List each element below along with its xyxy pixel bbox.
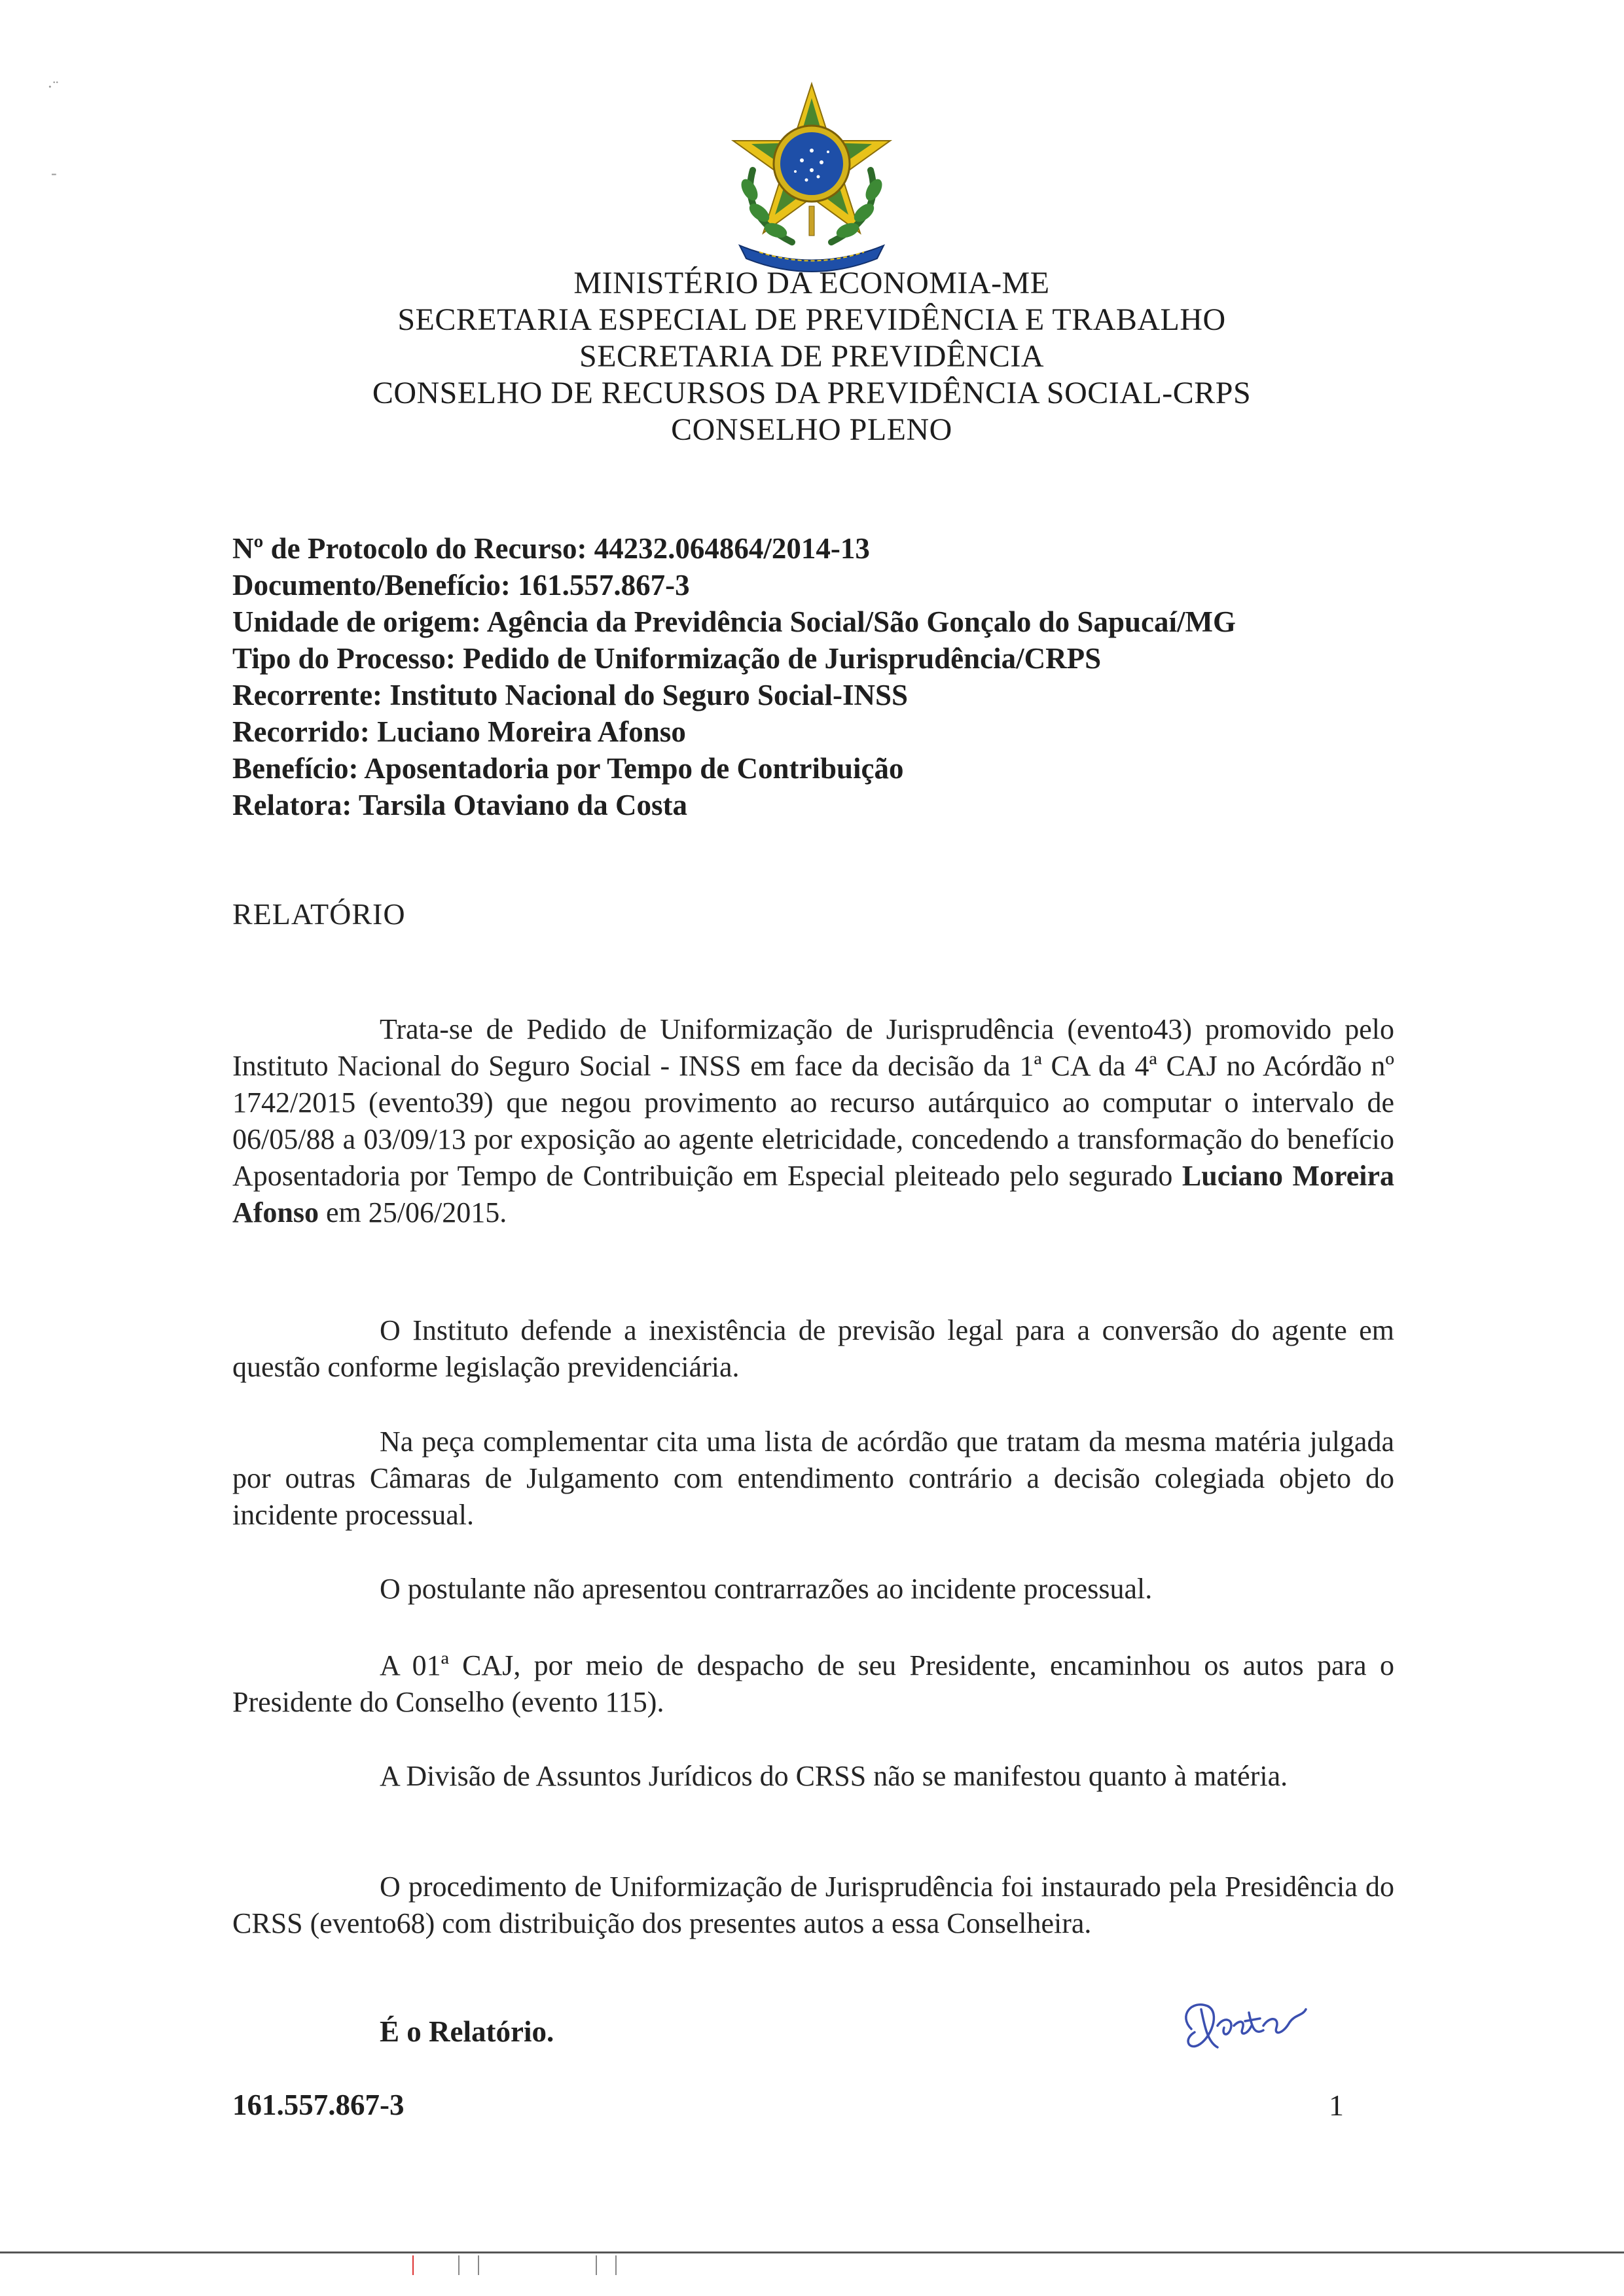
scan-mark xyxy=(412,2255,414,2275)
ministry-name: MINISTÉRIO DA ECONOMIA-ME xyxy=(573,266,1050,300)
protocol-number: Nº de Protocolo do Recurso: 44232.064864/2014-13 xyxy=(232,532,870,565)
paragraph-4: O postulante não apresentou contrarrazões ao incidente processual. xyxy=(380,1573,1153,1605)
appellant: Recorrente: Instituto Nacional do Seguro Social-INSS xyxy=(232,679,909,711)
section-title: RELATÓRIO xyxy=(232,897,406,931)
coat-of-arms-icon xyxy=(713,79,910,275)
benefit-type: Benefício: Aposentadoria por Tempo de Contribuição xyxy=(232,752,904,785)
page-number: 1 xyxy=(1329,2089,1344,2122)
bottom-rule xyxy=(0,2251,1624,2253)
case-metadata xyxy=(232,530,1443,823)
letterhead xyxy=(196,265,1427,448)
scan-speck: ·¨ xyxy=(47,77,59,96)
paragraph-1 xyxy=(232,1011,1394,1231)
scan-mark xyxy=(596,2255,597,2275)
insured-name: Luciano Moreira Afonso xyxy=(232,1160,1394,1229)
rapporteur: Relatora: Tarsila Otaviano da Costa xyxy=(232,789,688,821)
scan-speck: - xyxy=(51,164,57,183)
process-type: Tipo do Processo: Pedido de Uniformização de Jurisprudência/CRPS xyxy=(232,642,1102,675)
signature-icon xyxy=(1172,1990,1316,2062)
paragraph-2: O Instituto defende a inexistência de previsão legal para a conversão do agente em questão conforme legislação previdenciária. xyxy=(232,1314,1394,1383)
origin-unit: Unidade de origem: Agência da Previdência Social/São Gonçalo do Sapucaí/MG xyxy=(232,605,1236,638)
secretariat: SECRETARIA DE PREVIDÊNCIA xyxy=(579,339,1044,374)
closing-statement: É o Relatório. xyxy=(380,2015,554,2048)
paragraph-7: O procedimento de Uniformização de Jurisprudência foi instaurado pela Presidência do CRSS (evento68) com distribuição dos presentes autos a essa Conselheira. xyxy=(232,1871,1394,1939)
appellee: Recorrido: Luciano Moreira Afonso xyxy=(232,715,686,748)
paragraph-5: A 01ª CAJ, por meio de despacho de seu Presidente, encaminhou os autos para o Presidente do Conselho (evento 115). xyxy=(232,1649,1394,1718)
scan-mark xyxy=(615,2255,617,2275)
special-secretariat: SECRETARIA ESPECIAL DE PREVIDÊNCIA E TRABALHO xyxy=(397,302,1226,337)
paragraph-1-end: em 25/06/2015. xyxy=(319,1196,507,1229)
paragraph-1-text: Trata-se de Pedido de Uniformização de Jurisprudência (evento43) promovido pelo Instituto Nacional do Seguro Social - INSS em face da decisão da 1ª CA da 4ª CAJ no Acórdão nº 1742/2015 (evento39) que negou provimento ao recurso autárquico ao computar o intervalo de 06/05/88 a 03/09/13 por exposição ao agente eletricidade, concedendo a transformação do benefício Aposentadoria por Tempo de Contribuição em Especial pleiteado pelo segurado xyxy=(232,1013,1394,1192)
footer-document-number: 161.557.867-3 xyxy=(232,2089,405,2121)
council-plenary: CONSELHO PLENO xyxy=(671,412,952,447)
scan-mark xyxy=(458,2255,460,2275)
paragraph-3: Na peça complementar cita uma lista de acórdão que tratam da mesma matéria julgada por outras Câmaras de Julgamento com entendimento contrário a decisão colegiada objeto do incidente processual. xyxy=(232,1426,1394,1531)
council-name: CONSELHO DE RECURSOS DA PREVIDÊNCIA SOCIAL-CRPS xyxy=(372,376,1252,410)
paragraph-6: A Divisão de Assuntos Jurídicos do CRSS não se manifestou quanto à matéria. xyxy=(380,1760,1288,1792)
document-benefit: Documento/Benefício: 161.557.867-3 xyxy=(232,569,690,601)
scan-mark xyxy=(478,2255,479,2275)
